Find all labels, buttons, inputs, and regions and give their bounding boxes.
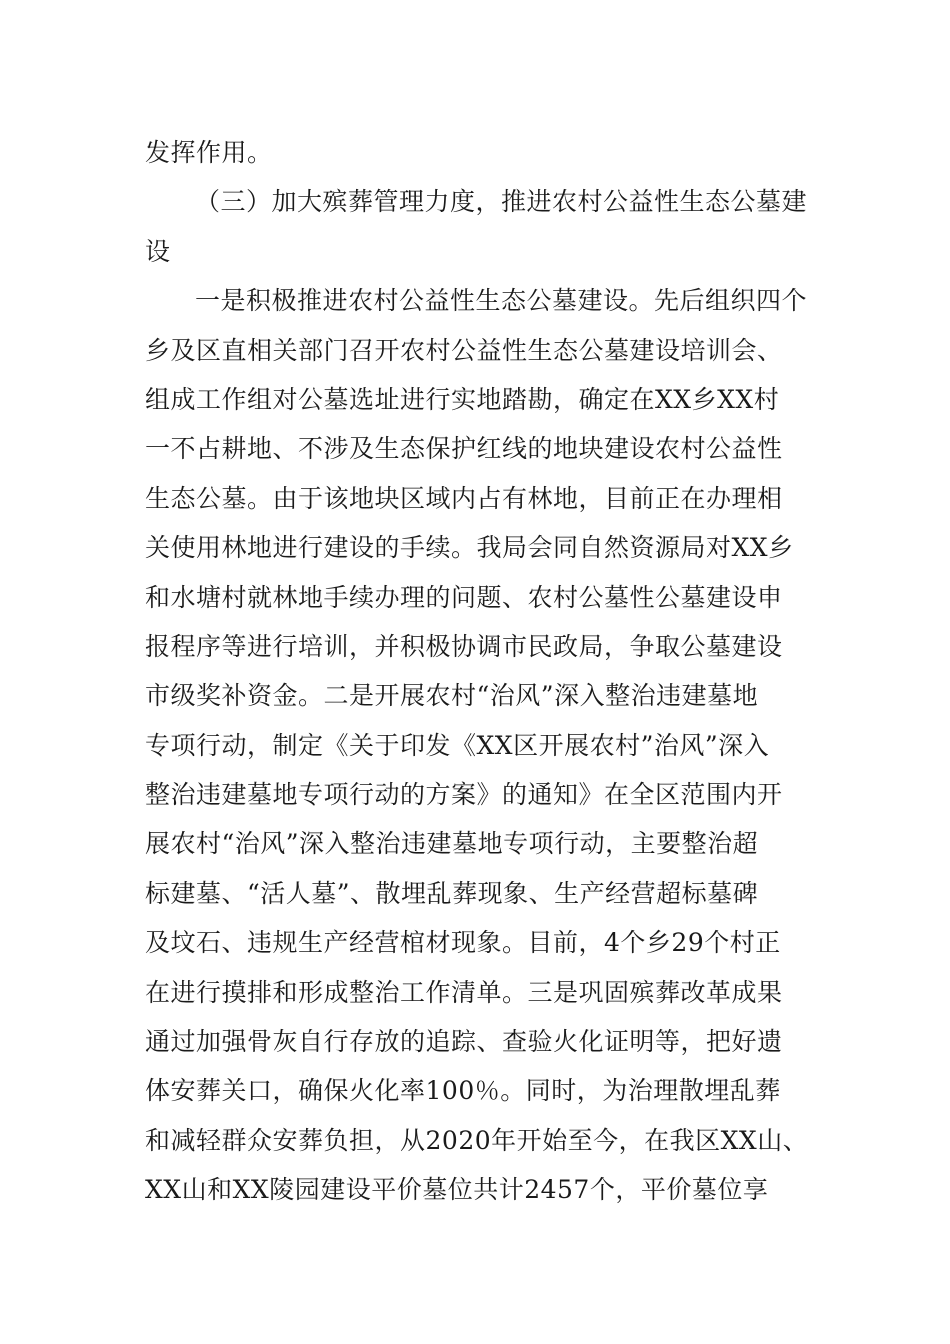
text-line: 生态公墓。由于该地块区域内占有林地，目前正在办理相 bbox=[145, 483, 783, 513]
text-line: 关使用林地进行建设的手续。我局会同自然资源局对XX乡 bbox=[145, 533, 794, 563]
text-line: 一不占耕地、不涉及生态保护红线的地块建设农村公益性 bbox=[145, 434, 783, 464]
section-heading-line: （三）加大殡葬管理力度，推进农村公益性生态公墓建 bbox=[195, 187, 808, 217]
body-text bbox=[145, 128, 825, 1215]
text-line: 标建墓、“活人墓”、散埋乱葬现象、生产经营超标墓碑 bbox=[145, 878, 759, 908]
text-line: 报程序等进行培训，并积极协调市民政局，争取公墓建设 bbox=[145, 631, 783, 661]
text-line: 专项行动，制定《关于印发《XX区开展农村”治风”深入 bbox=[145, 730, 770, 760]
text-line: 在进行摸排和形成整治工作清单。三是巩固殡葬改革成果 bbox=[145, 977, 783, 1007]
text-line: 乡及区直相关部门召开农村公益性生态公墓建设培训会、 bbox=[145, 335, 783, 365]
text-line: 通过加强骨灰自行存放的追踪、查验火化证明等，把好遗 bbox=[145, 1027, 783, 1057]
section-heading-line: 设 bbox=[145, 236, 171, 266]
text-line: 展农村“治风”深入整治违建墓地专项行动，主要整治超 bbox=[145, 829, 759, 859]
text-line: 组成工作组对公墓选址进行实地踏勘，确定在XX乡XX村 bbox=[145, 384, 780, 414]
text-line: 整治违建墓地专项行动的方案》的通知》在全区范围内开 bbox=[145, 780, 783, 810]
text-line: 市级奖补资金。二是开展农村“治风”深入整治违建墓地 bbox=[145, 681, 759, 711]
paragraph-first-line: 一是积极推进农村公益性生态公墓建设。先后组织四个 bbox=[195, 286, 808, 316]
text-line: 和减轻群众安葬负担，从2020年开始至今，在我区XX山、 bbox=[145, 1125, 809, 1155]
text-line: XX山和XX陵园建设平价墓位共计2457个，平价墓位享 bbox=[145, 1175, 769, 1205]
text-line: 发挥作用。 bbox=[145, 138, 273, 167]
text-line: 体安葬关口，确保火化率100％。同时，为治理散埋乱葬 bbox=[145, 1076, 781, 1106]
text-line: 和水塘村就林地手续办理的问题、农村公墓性公墓建设申 bbox=[145, 582, 783, 612]
text-line: 及坟石、违规生产经营棺材现象。目前，4个乡29个村正 bbox=[145, 928, 781, 958]
